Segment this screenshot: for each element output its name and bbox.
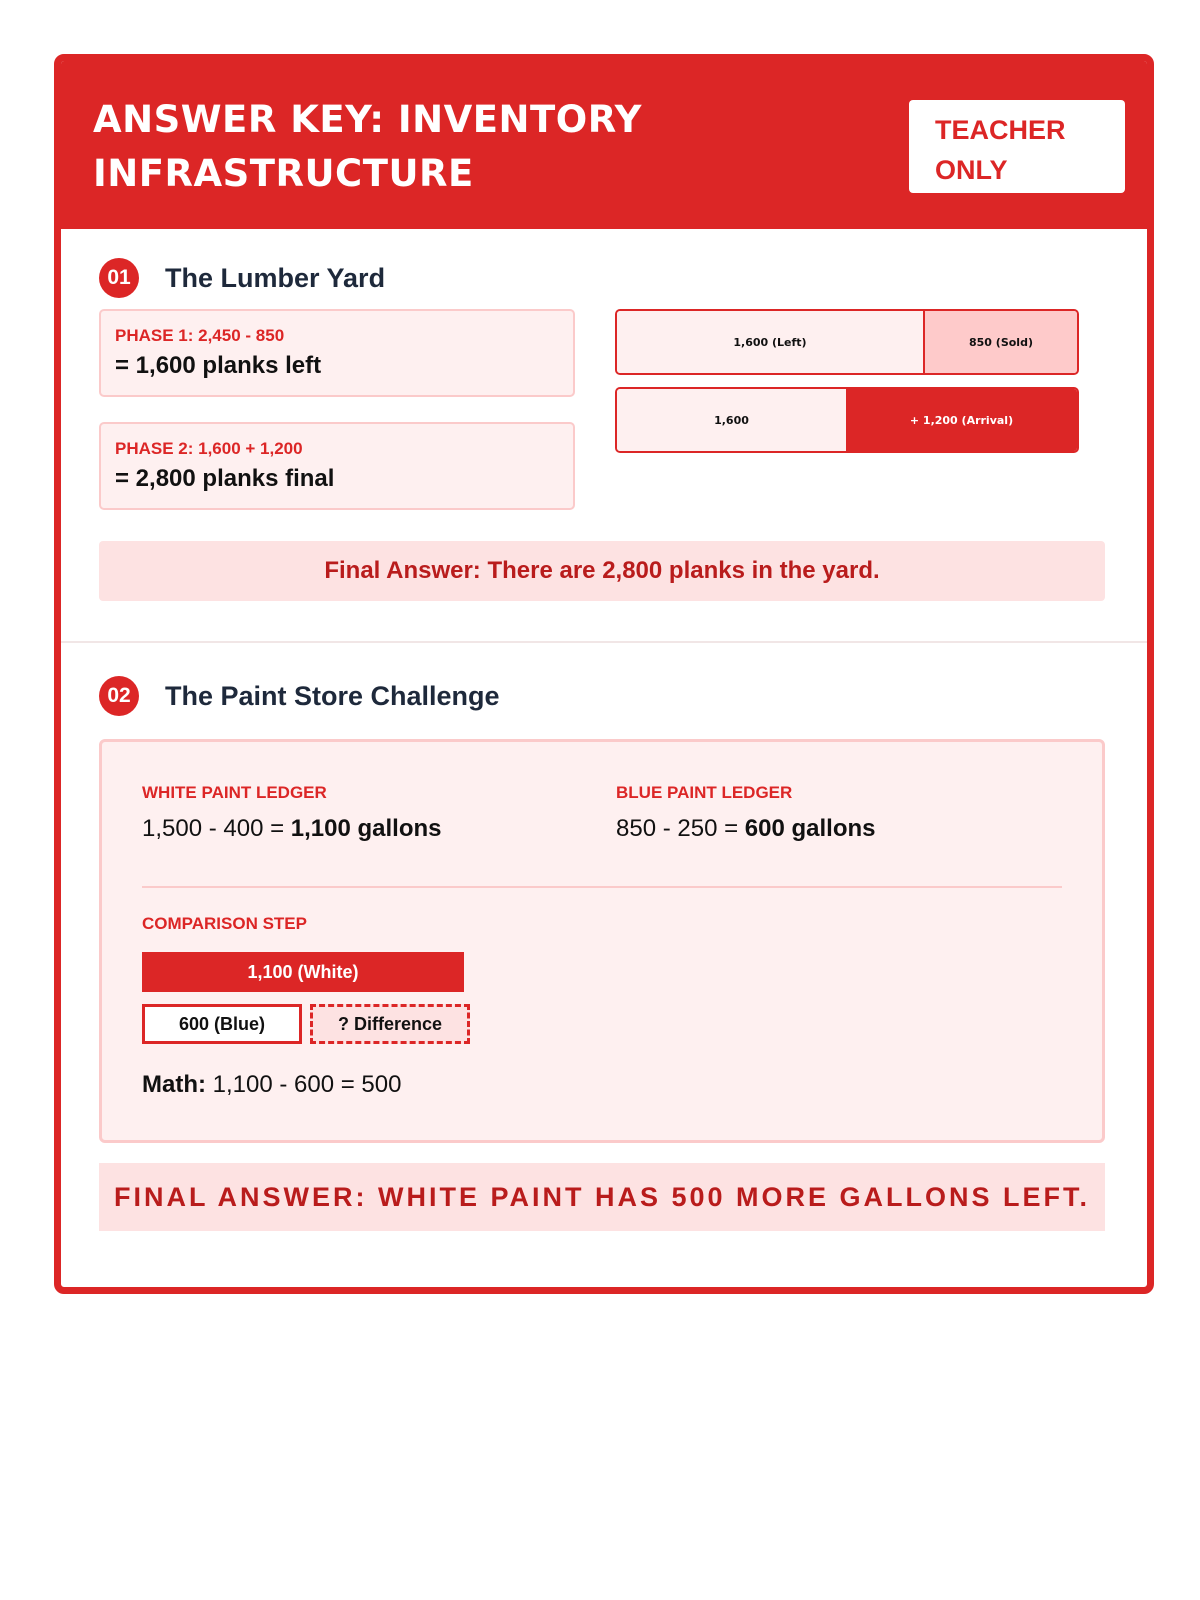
badge-label: TEACHER ONLY (935, 115, 1066, 185)
paint-ledger-box (99, 739, 1105, 1143)
section-title-2: The Paint Store Challenge (165, 681, 500, 711)
section-title-1: The Lumber Yard (165, 263, 386, 293)
phase-2-result: = 2,800 planks final (115, 465, 335, 492)
white-comparison-bar: 1,100 (White) (142, 952, 464, 992)
math-line (142, 1070, 401, 1100)
phase-1-result: = 1,600 planks left (115, 352, 322, 379)
final-answer-2: FINAL ANSWER: WHITE PAINT HAS 500 MORE GALLONS LEFT. (99, 1163, 1105, 1231)
difference-bar: ? Difference (310, 1004, 470, 1044)
answer-key-card (54, 54, 1154, 1294)
phase-1-box (99, 309, 575, 397)
math-expression: 1,100 - 600 = 500 (205, 1071, 402, 1098)
white-ledger-equation (142, 814, 442, 844)
phase-2-label: PHASE 2: 1,600 + 1,200 (115, 439, 303, 458)
phase-1-label: PHASE 1: 2,450 - 850 (115, 326, 285, 345)
white-ledger-expr: 1,500 - 400 = (142, 815, 291, 842)
blue-ledger-result: 600 gallons (744, 815, 876, 842)
section-number-2: 02 (99, 676, 139, 716)
header-banner (61, 61, 1147, 229)
bar-segment-sold: 850 (Sold) (923, 311, 1077, 373)
blue-ledger-expr: 850 - 250 = (616, 815, 745, 842)
section-number-1: 01 (99, 258, 139, 298)
white-ledger-label: WHITE PAINT LEDGER (142, 783, 327, 802)
bar-segment-base: 1,600 (617, 389, 846, 451)
arrival-bar-model (615, 387, 1079, 453)
phase-2-box (99, 422, 575, 510)
blue-comparison-bar: 600 (Blue) (142, 1004, 302, 1044)
math-label: Math: (142, 1071, 206, 1098)
section-divider (61, 641, 1147, 643)
teacher-only-badge (909, 100, 1125, 193)
final-answer-1: Final Answer: There are 2,800 planks in the yard. (99, 541, 1105, 601)
bar-segment-left: 1,600 (Left) (617, 311, 923, 373)
sold-bar-model (615, 309, 1079, 375)
white-ledger-result: 1,100 gallons (290, 815, 442, 842)
blue-ledger-equation (616, 814, 876, 844)
page-title: ANSWER KEY: INVENTORY INFRASTRUCTURE (93, 98, 642, 195)
ledger-divider (142, 886, 1062, 888)
comparison-label: COMPARISON STEP (142, 914, 307, 933)
blue-ledger-label: BLUE PAINT LEDGER (616, 783, 793, 802)
bar-segment-arrival: + 1,200 (Arrival) (846, 389, 1077, 451)
